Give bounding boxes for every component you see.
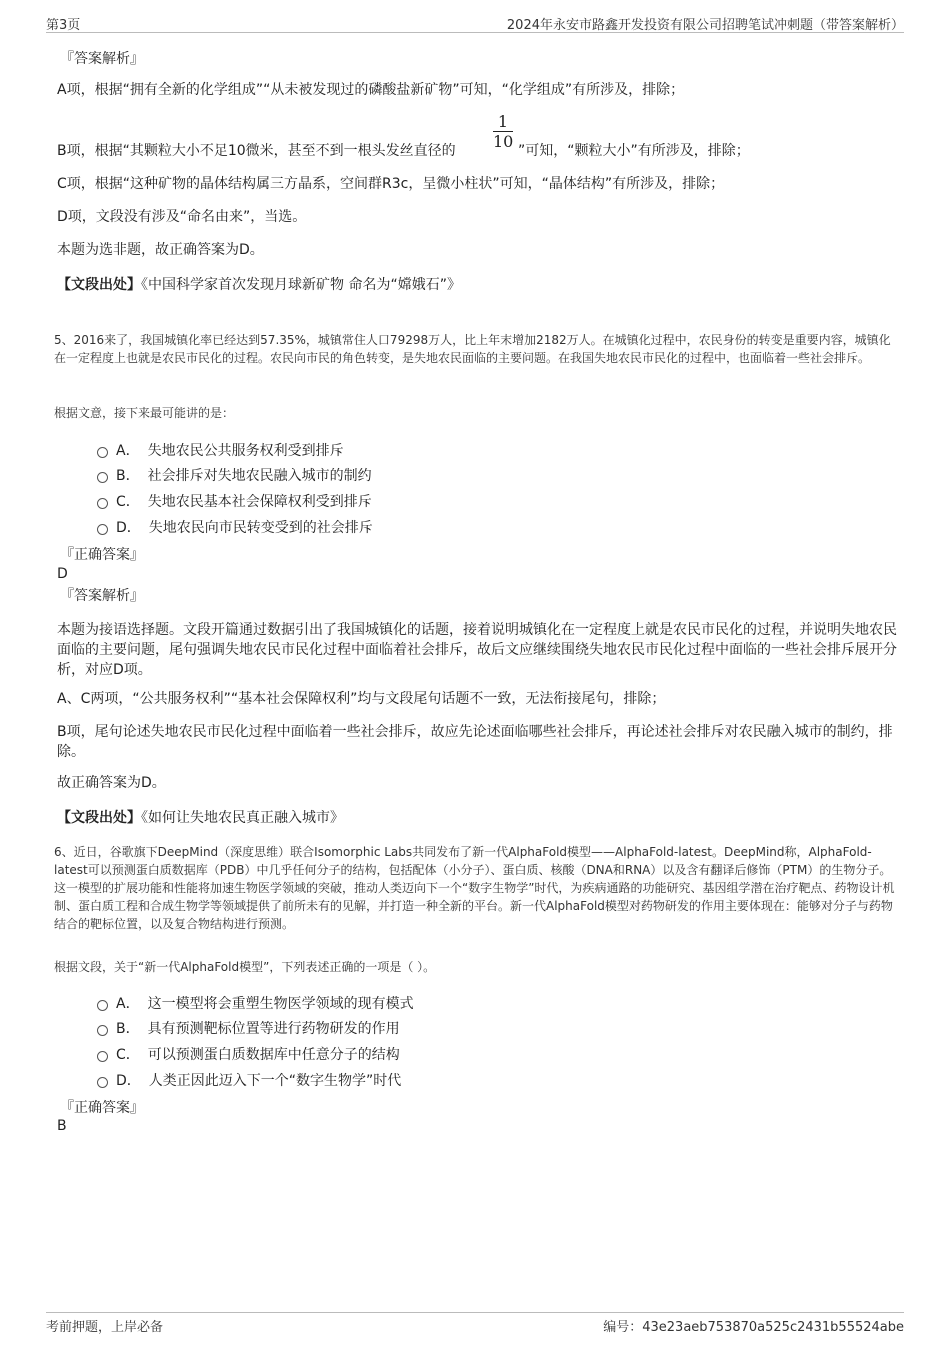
document-code-value: 43e23aeb753870a525c2431b55524abe [642,1320,904,1335]
q5-option-c[interactable] [97,491,372,511]
footer-slogan: 考前押题，上岸必备 [46,1320,164,1335]
option-key: D． [116,520,141,536]
analysis-heading: 『答案解析』 [60,588,144,604]
source-title: 《中国科学家首次发现月球新矿物 命名为“嫦娥石”》 [141,277,461,293]
correct-answer: B [57,1118,67,1134]
document-code [603,1316,904,1335]
analysis-option-d: D项，文段没有涉及“命名由来”，当选。 [57,209,307,225]
q5-conclusion: 故正确答案为D。 [57,775,166,791]
radio-icon[interactable] [97,472,108,483]
header-divider [46,32,904,33]
q5-option-b[interactable] [97,465,372,485]
source-label: 【文段出处】 [57,277,141,293]
option-text: 失地农民向市民转变受到的社会排斥 [148,520,373,536]
page-number: 第3页 [46,18,81,33]
analysis-conclusion: 本题为选非题，故正确答案为D。 [57,242,264,258]
radio-icon[interactable] [97,1077,108,1088]
option-text: 失地农民基本社会保障权利受到排斥 [147,494,372,510]
fraction-denominator: 10 [493,132,514,151]
q5-analysis-p2: A、C两项，“公共服务权利”“基本社会保障权利”均与文段尾句话题不一致，无法衔接尾句，排除； [57,691,666,707]
option-text: 失地农民公共服务权利受到排斥 [147,443,344,459]
option-key: C． [116,1047,140,1063]
radio-icon[interactable] [97,1000,108,1011]
option-text: 这一模型将会重塑生物医学领域的现有模式 [147,996,414,1012]
correct-answer-heading: 『正确答案』 [60,1100,144,1116]
analysis-option-b-part2: ”可知，“颗粒大小”有所涉及，排除； [518,143,750,159]
fraction-numerator: 1 [493,113,513,132]
option-text: 社会排斥对失地农民融入城市的制约 [147,468,372,484]
question-6-passage: 6、近日，谷歌旗下DeepMind（深度思维）联合Isomorphic Labs共同发布了新一代AlphaFold模型——AlphaFold-latest。DeepMind称，AlphaFold-latest可以预测蛋白质数据库（PDB）中几乎任何分子的结构，包括配体（小分子）、蛋白质、核酸（DNA和RNA）以及含有翻译后修饰（PTM）的生物分子。这一模型的扩展功能和性能将加速生物医学领域的突破，推动人类迈向下一个“数字生物学”时代，为疾病通路的功能研究、基因组学潜在治疗靶点、药物设计机制、蛋白质工程和合成生物学等领域提供了前所未有的见解，并打造一种全新的平台。新一代AlphaFold模型对药物研发的作用主要体现在：能够对分子与药物结合的靶标位置，以及复合物结构进行预测。 [54,845,895,931]
option-text: 可以预测蛋白质数据库中任意分子的结构 [147,1047,400,1063]
q5-analysis-p3: B项，尾句论述失地农民市民化过程中面临着一些社会排斥，故应先论述面临哪些社会排斥，再论述社会排斥对农民融入城市的制约，排除。 [57,724,893,760]
q6-option-b[interactable] [97,1018,400,1038]
footer-divider [46,1312,904,1313]
q5-analysis-p1: 本题为接语选择题。文段开篇通过数据引出了我国城镇化的话题，接着说明城镇化在一定程度上就是农民市民化的过程，并说明失地农民面临的主要问题，尾句强调失地农民市民化过程中面临着社会排斥，故后文应继续围绕失地农民市民化过程中面临的一些社会排斥展开分析，对应D项。 [57,622,897,678]
document-code-label: 编号： [603,1320,643,1335]
correct-answer: D [57,566,68,582]
option-key: B． [116,468,140,484]
q5-option-d[interactable] [97,517,373,537]
document-title: 2024年永安市路鑫开发投资有限公司招聘笔试冲刺题（带答案解析） [506,18,904,33]
q5-option-a[interactable] [97,440,344,460]
q6-option-d[interactable] [97,1070,401,1090]
question-6-prompt: 根据文段，关于“新一代AlphaFold模型”，下列表述正确的一项是（ ）。 [54,960,436,974]
question-5-passage: 5、2016来了，我国城镇化率已经达到57.35%，城镇常住人口79298万人，比上年末增加2182万人。在城镇化过程中，农民身份的转变是重要内容，城镇化在一定程度上也就是农民市民化的过程。农民向市民的角色转变，是失地农民面临的主要问题。在我国失地农民市民化的过程中，也面临着一些社会排斥。 [54,333,891,365]
source-line [57,275,461,295]
option-text: 具有预测靶标位置等进行药物研发的作用 [147,1021,400,1037]
radio-icon[interactable] [97,524,108,535]
q6-option-a[interactable] [97,993,414,1013]
radio-icon[interactable] [97,1051,108,1062]
option-key: A． [116,443,140,459]
source-title: 《如何让失地农民真正融入城市》 [141,810,344,826]
option-key: B． [116,1021,140,1037]
option-key: D． [116,1073,141,1089]
source-line [57,808,344,828]
fraction-one-tenth [493,113,513,152]
radio-icon[interactable] [97,498,108,509]
source-label: 【文段出处】 [57,810,141,826]
radio-icon[interactable] [97,1025,108,1036]
correct-answer-heading: 『正确答案』 [60,547,144,563]
option-text: 人类正因此迈入下一个“数字生物学”时代 [148,1073,402,1089]
radio-icon[interactable] [97,447,108,458]
option-key: A． [116,996,140,1012]
option-key: C． [116,494,140,510]
analysis-option-a: A项，根据“拥有全新的化学组成”“从未被发现过的磷酸盐新矿物”可知，“化学组成”有所涉及，排除； [57,82,685,98]
analysis-option-c: C项，根据“这种矿物的晶体结构属三方晶系，空间群R3c，呈微小柱状”可知，“晶体结构”有所涉及，排除； [57,176,725,192]
q6-option-c[interactable] [97,1044,400,1064]
question-5-prompt: 根据文意，接下来最可能讲的是： [54,406,235,420]
analysis-option-b-part1: B项，根据“其颗粒大小不足10微米，甚至不到一根头发丝直径的 [57,143,456,159]
analysis-heading: 『答案解析』 [60,51,144,67]
